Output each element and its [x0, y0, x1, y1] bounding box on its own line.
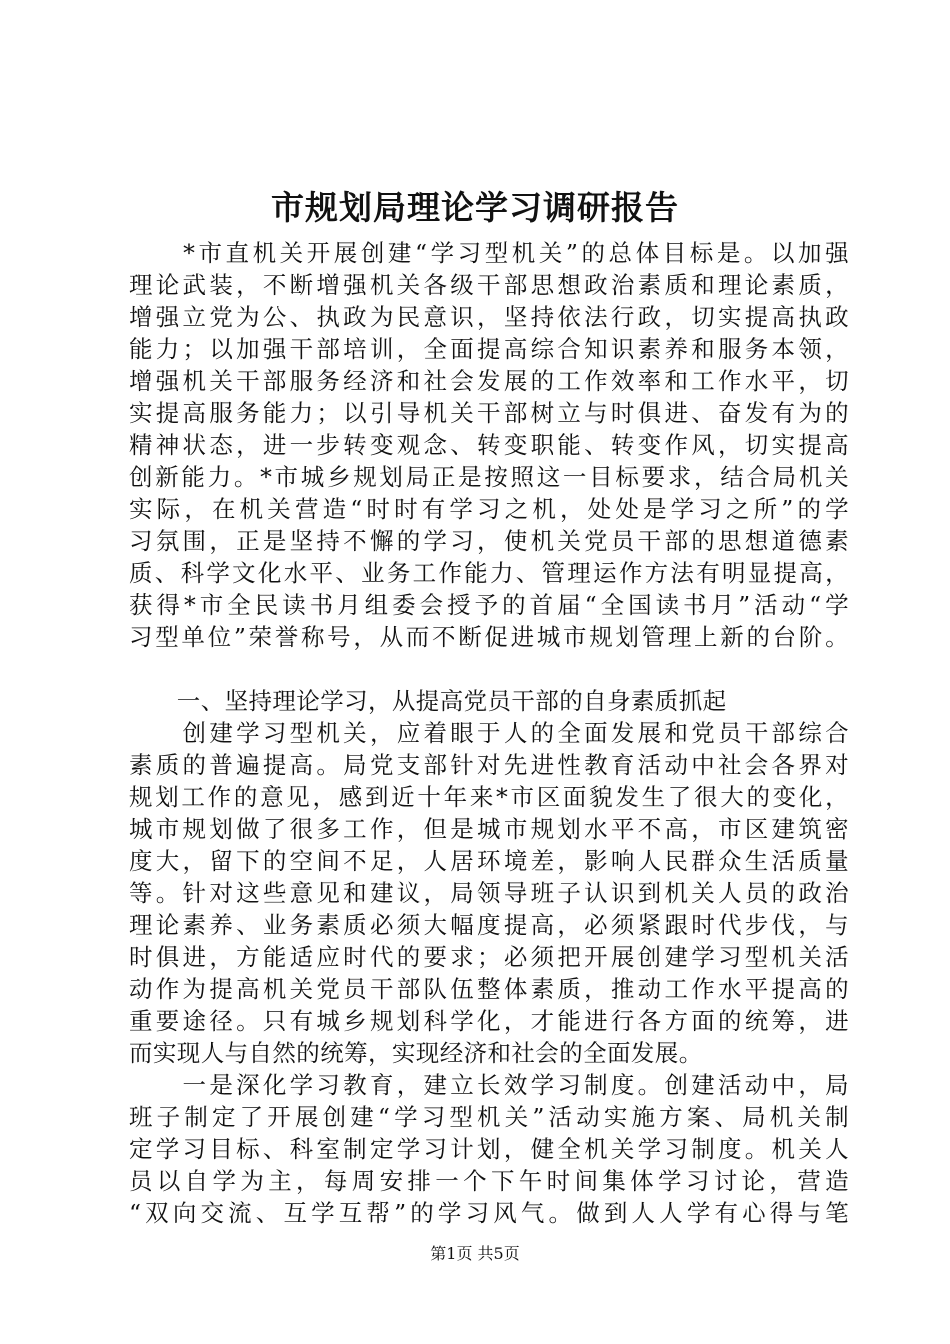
body-line: 班子制定了开展创建“学习型机关”活动实施方案、局机关制 — [129, 1103, 849, 1131]
body-line: 时俱进，方能适应时代的要求；必须把开展创建学习型机关活 — [129, 943, 849, 971]
body-line: 素质的普遍提高。局党支部针对先进性教育活动中社会各界对 — [129, 751, 849, 779]
body-line: 一是深化学习教育，建立长效学习制度。创建活动中，局 — [129, 1071, 849, 1099]
body-line: 习型单位”荣誉称号，从而不断促进城市规划管理上新的台阶。 — [129, 623, 849, 651]
body-line: 动作为提高机关党员干部队伍整体素质，推动工作水平提高的 — [129, 975, 849, 1003]
body-line: 增强机关干部服务经济和社会发展的工作效率和工作水平，切 — [129, 367, 849, 395]
body-line: 城市规划做了很多工作，但是城市规划水平不高，市区建筑密 — [129, 815, 849, 843]
body-line: 习氛围，正是坚持不懈的学习，使机关党员干部的思想道德素 — [129, 527, 849, 555]
section-heading: 一、坚持理论学习，从提高党员干部的自身素质抓起 — [129, 687, 727, 715]
body-line: 规划工作的意见，感到近十年来*市区面貌发生了很大的变化， — [129, 783, 849, 811]
body-line: 获得*市全民读书月组委会授予的首届“全国读书月”活动“学 — [129, 591, 849, 619]
body-line: 实提高服务能力；以引导机关干部树立与时俱进、奋发有为的 — [129, 399, 849, 427]
body-line: 增强立党为公、执政为民意识，坚持依法行政，切实提高执政 — [129, 303, 849, 331]
body-line: 度大，留下的空间不足，人居环境差，影响人民群众生活质量 — [129, 847, 849, 875]
body-line: 定学习目标、科室制定学习计划，健全机关学习制度。机关人 — [129, 1135, 849, 1163]
body-line: 理论武装，不断增强机关各级干部思想政治素质和理论素质， — [129, 271, 849, 299]
page-footer: 第1页 共5页 — [430, 1244, 520, 1263]
body-line: 创建学习型机关，应着眼于人的全面发展和党员干部综合 — [129, 719, 849, 747]
body-line: 理论素养、业务素质必须大幅度提高，必须紧跟时代步伐，与 — [129, 911, 849, 939]
body-line: “双向交流、互学互帮”的学习风气。做到人人学有心得与笔 — [129, 1199, 849, 1227]
body-line: 能力；以加强干部培训，全面提高综合知识素养和服务本领， — [129, 335, 849, 363]
body-line: 重要途径。只有城乡规划科学化，才能进行各方面的统筹，进 — [129, 1007, 849, 1035]
body-line: 实际，在机关营造“时时有学习之机，处处是学习之所”的学 — [129, 495, 849, 523]
body-line: 员以自学为主，每周安排一个下午时间集体学习讨论，营造 — [129, 1167, 849, 1195]
document-title: 市规划局理论学习调研报告 — [271, 188, 679, 227]
body-line: 等。针对这些意见和建议，局领导班子认识到机关人员的政治 — [129, 879, 849, 907]
body-line: 创新能力。*市城乡规划局正是按照这一目标要求，结合局机关 — [129, 463, 849, 491]
body-line: 精神状态，进一步转变观念、转变职能、转变作风，切实提高 — [129, 431, 849, 459]
body-line: 质、科学文化水平、业务工作能力、管理运作方法有明显提高， — [129, 559, 849, 587]
body-line: 而实现人与自然的统筹，实现经济和社会的全面发展。 — [129, 1039, 703, 1067]
body-line: *市直机关开展创建“学习型机关”的总体目标是。以加强 — [129, 239, 849, 267]
